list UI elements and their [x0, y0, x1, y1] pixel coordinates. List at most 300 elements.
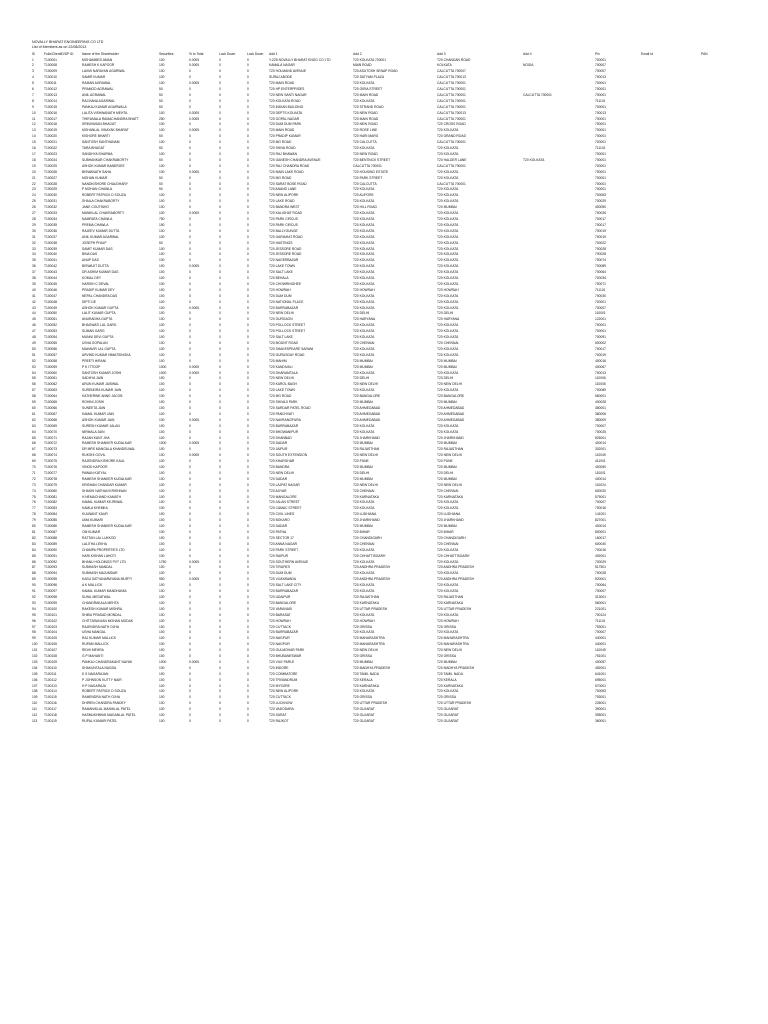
folio-cell: T100068: [44, 417, 58, 422]
address-1-cell: T20 JALAN STREET: [269, 500, 300, 505]
folio-cell: T100114: [44, 689, 57, 694]
address-1-cell: T20 MG ROAD: [269, 394, 292, 399]
percent-cell: 0: [189, 600, 191, 605]
address-2-cell: T20 SATYAM PLAZA: [353, 75, 385, 80]
address-1-cell: T20 CIVIL LINES: [269, 512, 295, 517]
pin-cell: 711101: [595, 98, 606, 103]
pin-cell: 711101: [595, 287, 606, 292]
address-1-cell: T20 BHOWANIPUR: [269, 429, 299, 434]
securities-cell: 50: [159, 146, 163, 151]
folio-cell: T100033: [44, 211, 58, 216]
percent-cell: 0: [189, 707, 191, 712]
address-1-cell: T20 TIRUPATI: [269, 565, 291, 570]
lock-down-cell: 0: [219, 535, 221, 540]
folio-cell: T100056: [44, 346, 58, 351]
address-2-cell: T20 KOLKATA: [353, 234, 375, 239]
lock-down-2-cell: 0: [247, 110, 249, 115]
lock-down-2-cell: 0: [247, 104, 249, 109]
lock-down-cell: 0: [219, 441, 221, 446]
shareholder-name-cell: PAWAN KATYAL: [82, 470, 107, 475]
pin-cell: 826001: [595, 435, 607, 440]
shareholder-name-cell: ARUN KUMAR JAISWAL: [82, 382, 120, 387]
lock-down-cell: 0: [219, 382, 221, 387]
serial-number-cell: 24: [32, 193, 36, 198]
percent-cell: 0: [189, 583, 191, 588]
pin-cell: 700022: [595, 240, 607, 245]
pin-cell: 700001: [595, 163, 607, 168]
folio-cell: T100034: [44, 216, 58, 221]
pin-cell: 700028: [595, 252, 607, 257]
lock-down-2-cell: 0: [247, 323, 249, 328]
percent-cell: 0: [189, 411, 191, 416]
folio-cell: T100010: [44, 75, 58, 80]
lock-down-2-cell: 0: [247, 122, 249, 127]
pin-cell: 400067: [595, 364, 607, 369]
serial-number-cell: 19: [32, 163, 36, 168]
pin-cell: 695001: [595, 677, 607, 682]
lock-down-2-cell: 0: [247, 600, 249, 605]
lock-down-cell: 0: [219, 417, 221, 422]
pin-cell: 440001: [595, 642, 607, 647]
lock-down-2-cell: 0: [247, 352, 249, 357]
percent-cell: 0: [189, 134, 191, 139]
pin-cell: 700089: [595, 388, 607, 393]
serial-number-cell: 79: [32, 518, 36, 523]
serial-number-cell: 81: [32, 530, 36, 534]
address-3-cell: T20 KOLKATA: [437, 152, 459, 156]
folio-cell: T100058: [44, 358, 58, 363]
address-1-cell: T20 KHARGHAR: [269, 459, 295, 464]
securities-cell: 100: [159, 417, 165, 422]
address-3-cell: T20 KOLKATA: [437, 234, 459, 239]
lock-down-cell: 0: [219, 175, 221, 180]
pin-cell: 700001: [595, 299, 607, 304]
shareholder-name-cell: RACHANA AGARWAL: [82, 98, 115, 103]
address-1-cell: T20 BANDRA WEST: [269, 205, 300, 210]
pin-cell: 400014: [595, 524, 607, 529]
pin-cell: 700007: [595, 500, 607, 505]
address-2-cell: T20 KOLKATA: [353, 388, 375, 393]
securities-cell: 50: [159, 98, 163, 103]
pin-cell: 700007: [595, 630, 607, 635]
folio-cell: T100079: [44, 482, 58, 487]
address-1-cell: T20 SARDAR PATEL ROAD: [269, 405, 311, 410]
address-2-cell: T20 PUNE: [353, 459, 369, 464]
percent-cell: 0: [189, 199, 191, 204]
folio-cell: T100016: [44, 110, 58, 115]
serial-number-cell: 18: [32, 157, 36, 162]
securities-cell: 1000: [159, 441, 167, 446]
address-2-cell: T20 GUJARAT: [353, 719, 375, 723]
serial-number-cell: 65: [32, 435, 36, 440]
percent-cell: 0: [189, 606, 191, 611]
lock-down-cell: 0: [219, 571, 221, 576]
securities-cell: 100: [159, 500, 165, 505]
pin-cell: 380009: [595, 417, 607, 422]
address-2-cell: T20 KOLKATA: [353, 305, 375, 310]
folio-cell: T100021: [44, 140, 58, 145]
address-1-cell: T20 SALT LAKE: [269, 270, 293, 275]
address-1-cell: T20 NEW DELHI: [269, 311, 294, 316]
folio-cell: T100081: [44, 494, 58, 499]
pin-cell: 570001: [595, 683, 607, 688]
folio-cell: T100106: [44, 642, 58, 647]
percent-cell: 0: [189, 181, 191, 186]
securities-cell: 100: [159, 459, 165, 464]
folio-cell: T100094: [44, 571, 58, 576]
pin-cell: 400014: [595, 476, 607, 481]
serial-number-cell: 32: [32, 240, 36, 245]
address-3-cell: T20 CHHATTISGARH: [437, 553, 470, 558]
lock-down-2-cell: 0: [247, 69, 249, 74]
address-3-cell: CALCUTTA 700001: [437, 92, 466, 97]
serial-number-cell: 21: [32, 175, 36, 180]
serial-number-cell: 28: [32, 216, 36, 221]
shareholder-name-cell: SHAKUNTALA NAGDA: [82, 665, 117, 670]
securities-cell: 100: [159, 565, 165, 570]
percent-cell: 0: [189, 695, 191, 700]
serial-number-cell: 64: [32, 429, 36, 434]
serial-number-cell: 30: [32, 228, 36, 233]
folio-cell: T100118: [44, 713, 57, 718]
address-3-cell: T20 MUMBAI: [437, 524, 457, 529]
address-2-cell: T20 STRAND ROAD: [353, 104, 384, 109]
address-1-cell: T20 VIJAYAWADA: [269, 577, 297, 582]
document-page: [32, 40, 752, 725]
address-1-cell: T20 SOUTHERN AVENUE: [269, 559, 309, 564]
lock-down-cell: 0: [219, 453, 221, 458]
address-3-cell: T20 ORISSA: [437, 654, 457, 659]
folio-cell: T100097: [44, 589, 58, 594]
address-2-cell: T20 MAIN ROAD: [353, 116, 379, 121]
lock-down-cell: 0: [219, 636, 221, 641]
address-1-cell: T20 DADAR: [269, 441, 288, 446]
folio-cell: T100055: [44, 341, 58, 345]
pin-cell: 110001: [595, 311, 606, 316]
securities-cell: 100: [159, 341, 165, 345]
address-1-cell: T20 SARAT BOSE ROAD: [269, 181, 307, 186]
pin-cell: 400050: [595, 205, 607, 210]
address-2-cell: T20 KOLKATA: [353, 276, 375, 281]
folio-cell: T100001: [44, 57, 58, 62]
address-3-cell: T20 MUMBAI: [437, 400, 457, 405]
lock-down-cell: 0: [219, 583, 221, 588]
shareholder-name-cell: BISWAJIT DUTTA: [82, 264, 109, 269]
lock-down-2-cell: 0: [247, 695, 249, 700]
shareholder-name-cell: SUMAN GARG: [82, 329, 105, 334]
percent-cell: 0: [189, 589, 191, 594]
address-1-cell: T20 CUTTACK: [269, 624, 291, 629]
serial-number-cell: 52: [32, 358, 36, 363]
serial-number-cell: 112: [32, 713, 38, 718]
address-1-cell: T20 LAKE TOWN: [269, 264, 295, 269]
folio-cell: T100040: [44, 252, 58, 257]
securities-cell: 100: [159, 382, 165, 387]
address-2-cell: T20 KOLKATA: [353, 270, 375, 275]
folio-cell: T100108: [44, 654, 58, 659]
shareholder-name-cell: CHAMPA PROPERTIES LTD: [82, 547, 125, 552]
lock-down-cell: 0: [219, 134, 221, 139]
securities-cell: 50: [159, 175, 163, 180]
serial-number-cell: 38: [32, 276, 36, 281]
address-3-cell: T20 AHMEDABAD: [437, 417, 465, 422]
percent-cell: 0: [189, 547, 191, 552]
lock-down-2-cell: 0: [247, 222, 249, 227]
lock-down-2-cell: 0: [247, 541, 249, 546]
lock-down-2-cell: 0: [247, 494, 249, 499]
securities-cell: 100: [159, 388, 165, 393]
serial-number-cell: 4: [32, 75, 34, 80]
shareholder-name-cell: SHIBU PRASAD MONDAL: [82, 612, 122, 617]
address-1-cell: T20 NAVRANGPURA: [269, 417, 301, 422]
serial-number-cell: 108: [32, 689, 38, 694]
address-3-cell: T20 KOLKATA: [437, 429, 459, 434]
address-2-cell: T20 ALIPORE: [353, 193, 374, 198]
percent-cell: 0: [189, 429, 191, 434]
address-2-cell: T20 MUMBAI: [353, 441, 373, 446]
serial-number-cell: 95: [32, 612, 36, 617]
address-3-cell: T20 KOLKATA: [437, 276, 459, 281]
securities-cell: 250: [159, 116, 165, 121]
lock-down-cell: 0: [219, 701, 221, 706]
pin-cell: 700074: [595, 258, 607, 263]
shareholder-name-cell: HARI KISHAN LAHOTI: [82, 553, 116, 558]
folio-cell: T100059: [44, 364, 58, 369]
address-1-cell: T20 MG ROAD: [269, 175, 292, 180]
percent-cell: 0: [189, 258, 191, 263]
shareholder-name-cell: KOMAL DEY: [82, 276, 102, 281]
address-1-cell: T20 NEW DELHI: [269, 376, 294, 381]
securities-cell: 100: [159, 75, 165, 80]
address-3-cell: T20 KOLKATA: [437, 323, 459, 328]
percent-cell: 0: [189, 293, 191, 298]
address-3-cell: T20 KOLKATA: [437, 612, 459, 617]
pin-cell: 641001: [595, 671, 607, 676]
shareholder-name-cell: CHITTARANJAN MOHAN MODAK: [82, 618, 134, 623]
address-2-cell: T20 KOLKATA: [353, 689, 375, 694]
address-3-cell: T20 KOLKATA: [437, 293, 459, 298]
folio-cell: T100020: [44, 134, 58, 139]
percent-cell: 0.0005: [189, 264, 200, 269]
lock-down-cell: 0: [219, 435, 221, 440]
folio-cell: T100014: [44, 98, 58, 103]
lock-down-2-cell: 0: [247, 258, 249, 263]
serial-number-cell: 42: [32, 299, 36, 304]
column-header: Add 4: [523, 52, 532, 56]
address-3-cell: T20 ORISSA: [437, 624, 457, 629]
shareholder-name-cell: ARVIND KUMAR HIMATSINGKA: [82, 352, 131, 357]
lock-down-2-cell: 0: [247, 459, 249, 464]
address-3-cell: T20 KOLKATA: [437, 128, 459, 133]
shareholder-name-cell: MUNNI DEVI GUPTA: [82, 335, 114, 340]
lock-down-cell: 0: [219, 624, 221, 629]
shareholder-name-cell: RAMENDRA NATH OJHA: [82, 695, 121, 700]
lock-down-2-cell: 0: [247, 311, 249, 316]
serial-number-cell: 102: [32, 654, 38, 659]
lock-down-cell: 0: [219, 81, 221, 86]
address-3-cell: T20 DELHI: [437, 376, 454, 381]
shareholder-name-cell: UMA KUMARI: [82, 518, 103, 523]
lock-down-cell: 0: [219, 500, 221, 505]
lock-down-2-cell: 0: [247, 81, 249, 86]
address-2-cell: T20 MUMBAI: [353, 358, 373, 363]
securities-cell: 100: [159, 512, 165, 517]
pin-cell: 700007: [595, 305, 607, 310]
percent-cell: 0: [189, 163, 191, 168]
folio-cell: T100047: [44, 293, 58, 298]
serial-number-cell: 82: [32, 535, 36, 540]
pin-cell: 700013: [595, 370, 607, 375]
serial-number-cell: 37: [32, 270, 36, 275]
folio-cell: T100104: [44, 630, 58, 635]
pin-cell: 700001: [595, 175, 607, 180]
shareholder-name-cell: NEPAL CHANDRA DAS: [82, 293, 118, 298]
pin-cell: 753001: [595, 624, 607, 629]
folio-cell: T100024: [44, 157, 58, 162]
securities-cell: 50: [159, 134, 163, 139]
column-header: Add 2: [353, 52, 362, 56]
address-1-cell: T20 DUM DUM: [269, 571, 292, 576]
folio-cell: T100054: [44, 335, 58, 340]
address-1-cell: T20 INDORE: [269, 665, 289, 670]
address-1-cell: T20 ADYAR: [269, 488, 287, 493]
securities-cell: 100: [159, 163, 165, 168]
address-2-cell: T20 KOLKATA: [353, 293, 375, 298]
address-2-cell: MAIN ROAD: [353, 63, 372, 68]
address-3-cell: T20 KOLKATA: [437, 630, 459, 635]
address-3-cell: T20 KOLKATA: [437, 370, 459, 375]
pin-cell: 700034: [595, 276, 607, 281]
pin-cell: 700001: [595, 104, 607, 109]
securities-cell: 100: [159, 394, 165, 399]
address-1-cell: T20 GURGAON: [269, 317, 293, 322]
shareholder-name-cell: CHANDRAKALA MEHTA: [82, 600, 119, 605]
lock-down-cell: 0: [219, 423, 221, 428]
address-3-cell: T20 KOLKATA: [437, 281, 459, 286]
securities-cell: 100: [159, 376, 165, 381]
folio-cell: T100115: [44, 695, 57, 700]
address-2-cell: T20 AHMEDABAD: [353, 411, 381, 416]
folio-cell: T100110: [44, 665, 57, 670]
shareholder-name-cell: TARA BHAGAT: [82, 146, 105, 151]
address-1-cell: T20 COIMBATORE: [269, 671, 298, 676]
address-2-cell: T20 KOLKATA: [353, 329, 375, 334]
address-1-cell: T20 MG ROAD: [269, 140, 292, 145]
folio-cell: T100030: [44, 193, 58, 198]
address-1-cell: T20 DADAR: [269, 476, 288, 481]
list-title: List of Members as on 22/08/2013: [32, 45, 87, 49]
percent-cell: 0: [189, 612, 191, 617]
pin-cell: 751001: [595, 654, 607, 659]
securities-cell: 100: [159, 600, 165, 605]
address-2-cell: T20 KOLKATA: [353, 547, 375, 552]
folio-cell: T100009: [44, 69, 58, 74]
folio-cell: T100062: [44, 382, 58, 387]
securities-cell: 100: [159, 677, 165, 682]
address-3-cell: T20 CHENNAI: [437, 341, 459, 345]
address-1-cell: T20 SURAT: [269, 713, 287, 718]
securities-cell: 100: [159, 435, 165, 440]
address-2-cell: T20 KOLKATA: [353, 500, 375, 505]
lock-down-cell: 0: [219, 494, 221, 499]
address-1-cell: KAMALA NAGAR: [269, 63, 295, 68]
lock-down-2-cell: 0: [247, 612, 249, 617]
address-3-cell: T20 KOLKATA: [437, 506, 459, 511]
shareholder-name-cell: MOHANLAL VINAYAK BHARAT: [82, 128, 129, 133]
percent-cell: 0: [189, 482, 191, 487]
folio-cell: T100086: [44, 524, 58, 529]
shareholder-name-cell: LALITA VISHWANATH MEHTA: [82, 110, 128, 115]
address-1-cell: T20 BANGALORE: [269, 600, 297, 605]
folio-cell: T100027: [44, 175, 58, 180]
address-2-cell: T20 LUDHIANA: [353, 512, 377, 517]
percent-cell: 0: [189, 146, 191, 151]
serial-number-cell: 39: [32, 281, 36, 286]
address-3-cell: T20 MADHYA PRADESH: [437, 665, 475, 670]
address-2-cell: T20 UTTAR PRADESH: [353, 606, 388, 611]
serial-number-cell: 59: [32, 400, 36, 405]
address-3-cell: T20 KOLKATA: [437, 352, 459, 357]
lock-down-2-cell: 0: [247, 376, 249, 381]
address-2-cell: T20 KOLKATA: [353, 583, 375, 588]
folio-cell: T100041: [44, 258, 58, 263]
percent-cell: 0: [189, 618, 191, 623]
lock-down-cell: 0: [219, 234, 221, 239]
address-2-cell: T20 AHMEDABAD: [353, 417, 381, 422]
shareholder-name-cell: KASU SATYANARAYANA MURTY: [82, 577, 133, 582]
lock-down-2-cell: 0: [247, 665, 249, 670]
percent-cell: 0: [189, 553, 191, 558]
shareholder-name-cell: BHANU HOLDINGS PVT LTD: [82, 559, 126, 564]
percent-cell: 0: [189, 323, 191, 328]
folio-cell: T100032: [44, 205, 58, 210]
securities-cell: 1750: [159, 559, 167, 564]
shareholder-name-cell: RAKESH KUMAR MISHRA: [82, 606, 123, 611]
lock-down-cell: 0: [219, 530, 221, 534]
serial-number-cell: 3: [32, 69, 34, 74]
pin-cell: 226001: [595, 701, 607, 706]
pin-cell: 395001: [595, 713, 607, 718]
address-2-cell: T20 KOLKATA: [353, 240, 375, 245]
lock-down-cell: 0: [219, 346, 221, 351]
percent-cell: 0.0005: [189, 364, 200, 369]
lock-down-2-cell: 0: [247, 565, 249, 570]
address-1-cell: T20 NEW ALIPORE: [269, 193, 299, 198]
serial-number-cell: 43: [32, 305, 36, 310]
shareholder-name-cell: BISWANATH SAHA: [82, 169, 112, 174]
percent-cell: 0: [189, 719, 191, 723]
serial-number-cell: 9: [32, 104, 34, 109]
address-1-cell: T20 BEHALA: [269, 276, 289, 281]
address-1-cell: T20 GARIAHAT ROAD: [269, 234, 303, 239]
percent-cell: 0: [189, 642, 191, 647]
lock-down-2-cell: 0: [247, 659, 249, 664]
address-2-cell: T20 KARNATAKA: [353, 494, 380, 499]
address-3-cell: T20 MUMBAI: [437, 364, 457, 369]
percent-cell: 0: [189, 152, 191, 156]
serial-number-cell: 70: [32, 465, 36, 470]
address-2-cell: T20 JHARKHAND: [353, 435, 380, 440]
serial-number-cell: 46: [32, 323, 36, 328]
address-3-cell: CALCUTTA 700007: [437, 69, 466, 74]
serial-number-cell: 73: [32, 482, 36, 487]
address-3-cell: T20 DELHI: [437, 470, 454, 475]
percent-cell: 0: [189, 281, 191, 286]
percent-cell: 0.0005: [189, 417, 200, 422]
folio-cell: T100103: [44, 624, 58, 629]
shareholder-name-cell: ASHOK KUMAR GUPTA: [82, 305, 119, 310]
column-header: % to Total: [189, 52, 204, 56]
